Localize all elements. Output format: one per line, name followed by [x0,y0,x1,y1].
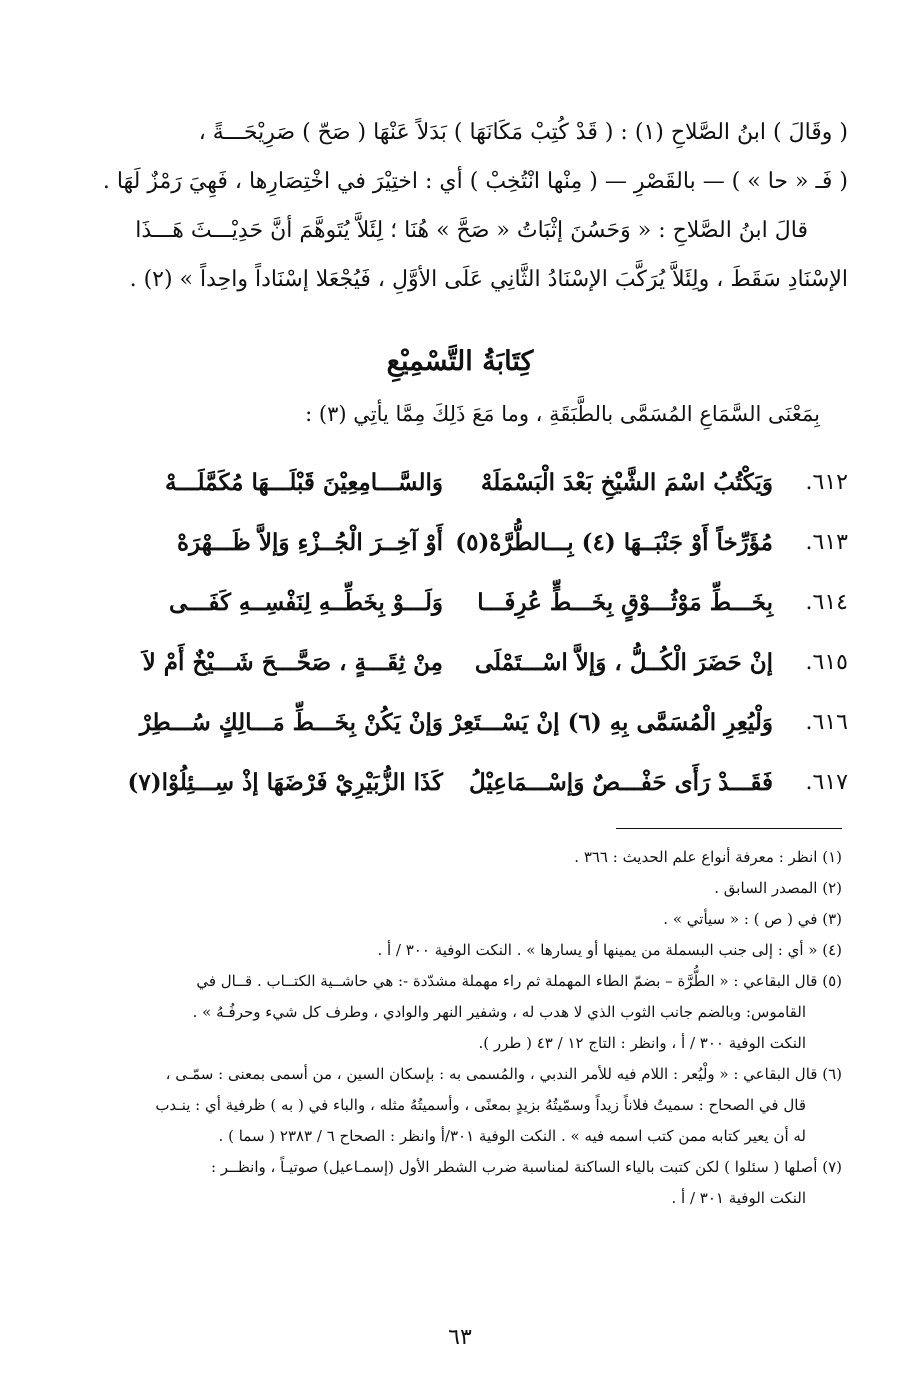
intro-line: ( فَـ « حا » ) — بالقَصْرِ — ( مِنْها انْتُخِبْ ) أي : اختِيْرَ في اخْتِصَارِها ، فَهِيَ رَمْزٌ لَهَا . [102,169,848,194]
quote-line: الإسْنَادِ سَقَطَ ، ولِئَلاَّ يُرَكَّبَ الإسْنَادُ الثَّانِي عَلَى الأوَّلِ ، فَيُجْعَلا إسْنَاداً واحِداً » (٢) . [129,267,848,292]
verse-second-hemistich: وَإنْ يَكُنْ بِخَـــطِّ مَـــالِكٍ سُـــطِرْ [139,708,443,736]
footnote-line: (٦) قال البقاعي : « ولْيُعر : اللام فيه للأمر الندبي ، والمُسمى به : بإسكان السين ، من أسمى بمعنى : سمّـى ، [165,1065,842,1083]
verse-first-hemistich: إنْ حَضَرَ الْكُــلُّ ، وَإلاَّ اسْـــتَمْلَى [474,648,773,676]
verse-first-hemistich: وَلْيُعِرِ الْمُسَمَّى بِهِ (٦) إنْ يَسْـــتَعِرْ [450,708,773,736]
verse-number: ٦١٥. [805,649,848,675]
verse-row [72,452,848,512]
footnote-line: النكت الوفية ٣٠٠ / أ ، وانظر : التاج ١٢ / ٤٣ ( طرر ). [478,1034,806,1052]
footnotes [76,842,842,1214]
section-title: كِتَابَةُ التَّسْمِيْعِ [386,346,534,377]
footnote [76,904,842,935]
verse-row [72,572,848,632]
footnote-line: (٧) أصلها ( سئلوا ) لكن كتبت بالياء الساكنة لمناسبة ضرب الشطر الأول (إسمـاعيل) صوتيـاً ، وانظــر : [210,1158,842,1176]
footnote [76,873,842,904]
page-number: ٦٣ [448,1325,472,1350]
footnote-line: له أن يعير كتابه ممن كتب اسمه فيه » . النكت الوفية ٣٠١/أ وانظر : الصحاح ٦ / ٢٣٨٣ ( سما ) . [218,1127,806,1145]
verse-first-hemistich: مُؤَرِّخاً أَوْ جَنْبَــهَا (٤) بِـــالطُّرَّهْ(٥) [455,528,773,556]
verse-number: ٦١٢. [805,469,848,495]
footnote [76,935,842,966]
footnote-line: (٥) قال البقاعي : « الطُّرَّة – بضمّ الطاء المهملة ثم راء مهملة مشدّدة -: هي حاشــية الكتــاب . قــال في [196,972,842,990]
verse-second-hemistich: مِنْ ثِقَـــةٍ ، صَحَّـــحَ شَـــيْخٌ أَمْ لاَ [142,648,443,676]
verse-second-hemistich: أَوْ آخِــرَ الْجُــزْءِ وَإلاَّ ظَـــهْرَهْ [176,528,443,556]
verse-row [72,512,848,572]
intro-line: ( وقَالَ ) ابنُ الصَّلاحِ (١) : ( قَدْ كُتِبْ مَكَانَهَا ) بَدَلاً عَنْهَا ( صَحّ ) صَرِيْحَـــةً ، [198,120,848,145]
verse-number: ٦١٤. [805,589,848,615]
footnote-line: (٤) « أي : إلى جنب البسملة من يمينها أو يسارها » . النكت الوفية ٣٠٠ / أ . [377,941,842,959]
verse-first-hemistich: وَيَكْتُبُ اسْمَ الشَّيْخِ بَعْدَ الْبَسْمَلَهْ [480,468,773,496]
quote-line: قالَ ابنُ الصَّلاحِ : « وَحَسُنَ إثْبَاتُ « صَحَّ » هُنَا ؛ لِئَلاَّ يُتَوهَّمَ أنَّ حَدِيْـــثَ هَـــذَا [135,218,808,243]
verse-second-hemistich: وَالسَّـــامِعِيْنَ قَبْلَـــهَا مُكَمَّلَـــهْ [165,468,443,496]
verse-row [72,632,848,692]
footnote-line: القاموس: وبالضم جانب الثوب الذي لا هدب له ، وشفير النهر والوادي ، وطرف كل شيء وحرفُـهُ » . [192,1003,806,1021]
verse-number: ٦١٧. [805,769,848,795]
footnote-line: (٢) المصدر السابق . [714,879,842,897]
section-subtitle: بِمَعْنَى السَّمَاعِ المُسَمَّى بالطَّبَقَةِ ، وما مَعَ ذَلِكَ مِمَّا يأتِي (٣) : [305,402,820,426]
verse-first-hemistich: فَقَـــدْ رَأَى حَفْـــصٌ وَإسْـــمَاعِيْلُ [468,768,773,796]
verse-number: ٦١٦. [805,709,848,735]
verse-number: ٦١٣. [805,529,848,555]
footnote-line: (١) انظر : معرفة أنواع علم الحديث : ٣٦٦ . [574,848,842,866]
footnote-line: (٣) في ( ص ) : « سيأتي » . [663,910,842,928]
verse-second-hemistich: وَلَـــوْ بِخَطِّــهِ لِنَفْسِــهِ كَفَـــى [168,588,443,616]
footnote-line: قال في الصحاح : سميتُ فلاناً زيداً وسمّيتُهُ بزيدٍ بمعنًى ، وأسميتُهُ مثله ، والباء في ( به ) ظرفية أي : ينـدب [155,1096,806,1114]
footnote [76,966,842,1059]
verse-row [72,752,848,812]
verse-list [72,452,848,812]
footnote-separator [616,828,842,829]
verse-first-hemistich: بِخَـــطِّ مَوْثُـــوْقٍ بِخَـــطٍّ عُرِفَـــا [477,588,773,616]
verse-second-hemistich: كَذَا الزُّبَيْرِيْ فَرْضَهَا إذْ سِـــئِلُوْا(٧) [127,768,443,796]
intro-paragraph [72,108,848,304]
footnote [76,1152,842,1214]
footnote [76,842,842,873]
verse-row [72,692,848,752]
footnote-line: النكت الوفية ٣٠١ / أ . [671,1189,806,1207]
footnote [76,1059,842,1152]
